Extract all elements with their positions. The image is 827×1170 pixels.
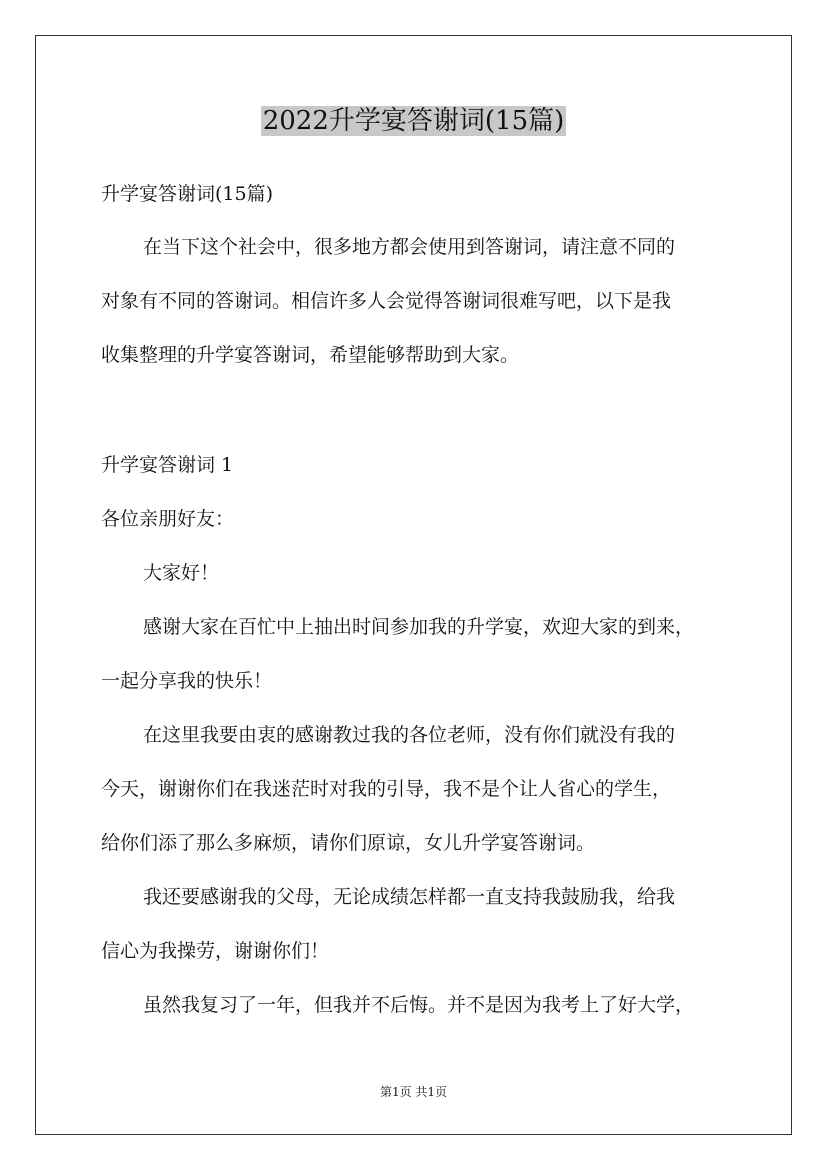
paragraph-line: 信心为我操劳，谢谢你们！ <box>101 940 330 962</box>
greeting-line: 大家好！ <box>143 562 220 584</box>
document-title: 2022升学宴答谢词(15篇) <box>262 106 565 136</box>
paragraph-line: 一起分享我的快乐！ <box>101 670 273 692</box>
paragraph-line: 在当下这个社会中，很多地方都会使用到答谢词，请注意不同的 <box>143 236 676 258</box>
paragraph-line: 在这里我要由衷的感谢教过我的各位老师，没有你们就没有我的 <box>143 724 676 746</box>
paragraph-line: 虽然我复习了一年，但我并不后悔。并不是因为我考上了好大学， <box>143 994 695 1016</box>
paragraph-line: 感谢大家在百忙中上抽出时间参加我的升学宴，欢迎大家的到来， <box>143 616 695 638</box>
section-heading: 升学宴答谢词 1 <box>101 454 234 476</box>
paragraph-line: 今天，谢谢你们在我迷茫时对我的引导，我不是个让人省心的学生， <box>101 778 672 800</box>
paragraph-line: 给你们添了那么多麻烦，请你们原谅，女儿升学宴答谢词。 <box>101 832 596 854</box>
page-footer: 第1页 共1页 <box>379 1085 448 1099</box>
salutation-line: 各位亲朋好友： <box>101 508 235 530</box>
subtitle-line: 升学宴答谢词(15篇) <box>101 183 274 205</box>
paragraph-line: 我还要感谢我的父母，无论成绩怎样都一直支持我鼓励我，给我 <box>143 886 676 908</box>
paragraph-line: 收集整理的升学宴答谢词，希望能够帮助到大家。 <box>101 344 520 366</box>
paragraph-line: 对象有不同的答谢词。相信许多人会觉得答谢词很难写吧，以下是我 <box>101 290 672 312</box>
